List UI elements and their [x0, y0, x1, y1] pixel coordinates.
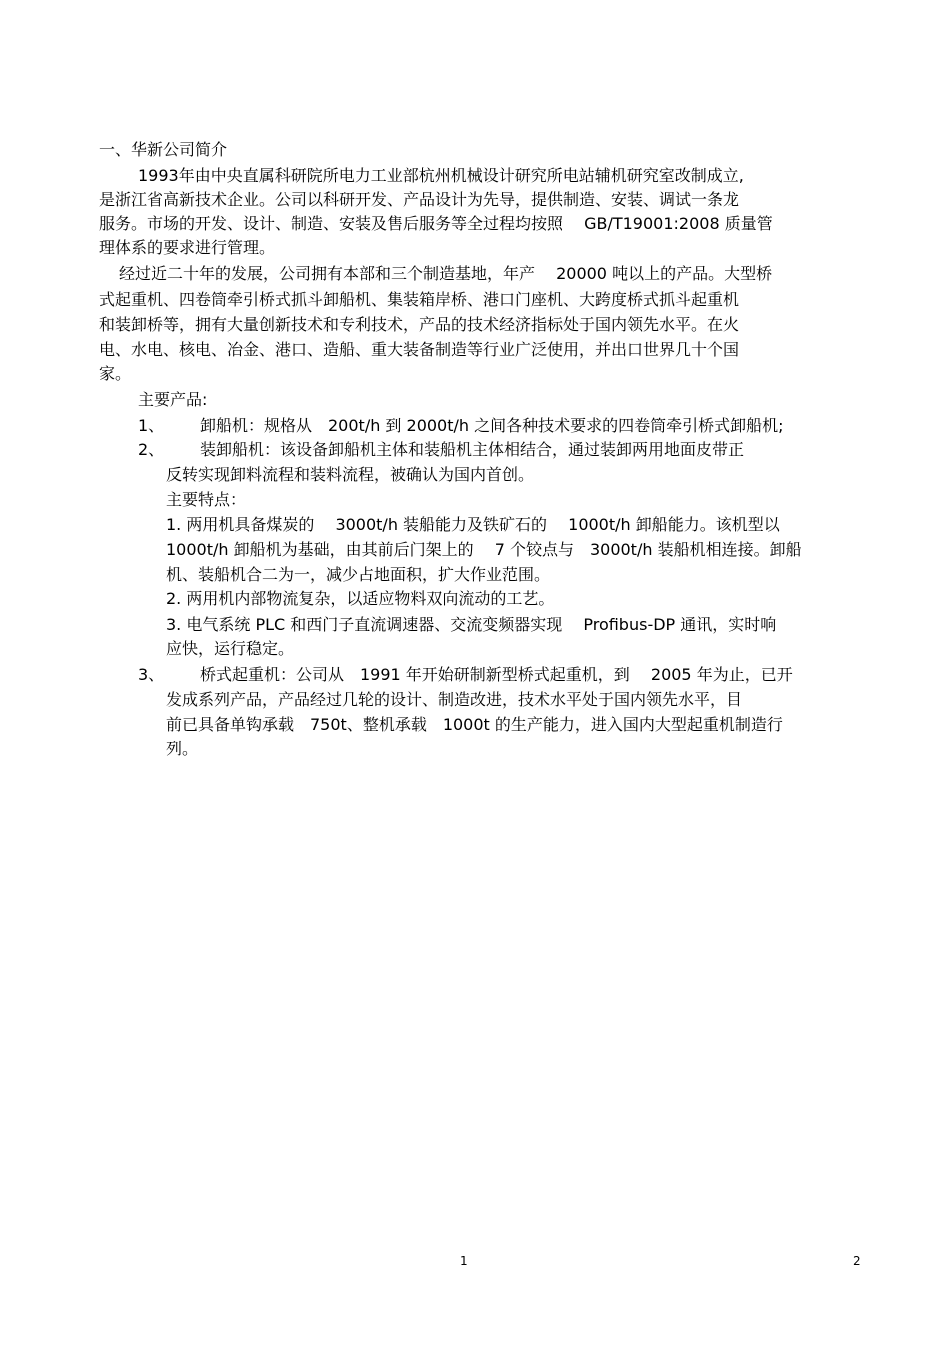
product-number: 2、 [138, 440, 165, 459]
section-heading: 一、华新公司简介 [99, 140, 228, 159]
products-heading: 主要产品: [138, 390, 208, 409]
product-line: 反转实现卸料流程和装料流程，被确认为国内首创。 [166, 465, 535, 484]
intro-line: 理体系的要求进行管理。 [99, 238, 276, 257]
page-total: 2 [853, 1254, 861, 1268]
product-line: 卸船机：规格从 200t/h 到 2000t/h 之间各种技术要求的四卷筒牵引桥式卸船机; [200, 416, 784, 435]
product-line: 桥式起重机：公司从 1991 年开始研制新型桥式起重机，到 2005 年为止，已开 [200, 665, 793, 684]
feature-line: 应快，运行稳定。 [166, 639, 295, 658]
feature-line: 1000t/h 卸船机为基础，由其前后门架上的 7 个铰点与 3000t/h 装船机相连接。卸船 [166, 540, 802, 559]
product-number: 3、 [138, 665, 165, 684]
intro-line: 服务。市场的开发、设计、制造、安装及售后服务等全过程均按照 GB/T19001:2008 质量管 [99, 214, 773, 233]
product-line: 装卸船机：该设备卸船机主体和装船机主体相结合，通过装卸两用地面皮带正 [200, 440, 745, 459]
product-number: 1、 [138, 416, 165, 435]
feature-line: 2. 两用机内部物流复杂，以适应物料双向流动的工艺。 [166, 589, 555, 608]
page-number: 1 [460, 1254, 468, 1268]
product-line: 前已具备单钩承载 750t、整机承载 1000t 的生产能力，进入国内大型起重机制造行 [166, 715, 783, 734]
development-line: 电、水电、核电、冶金、港口、造船、重大装备制造等行业广泛使用，并出口世界几十个国 [99, 340, 740, 359]
development-line: 经过近二十年的发展，公司拥有本部和三个制造基地，年产 20000 吨以上的产品。大型桥 [119, 264, 773, 283]
features-heading: 主要特点： [166, 490, 247, 509]
development-line: 家。 [99, 364, 132, 383]
feature-line: 机、装船机合二为一，减少占地面积，扩大作业范围。 [166, 565, 551, 584]
development-line: 式起重机、四卷筒牵引桥式抓斗卸船机、集装箱岸桥、港口门座机、大跨度桥式抓斗起重机 [99, 290, 740, 309]
feature-line: 1. 两用机具备煤炭的 3000t/h 装船能力及铁矿石的 1000t/h 卸船能力。该机型以 [166, 515, 780, 534]
development-line: 和装卸桥等，拥有大量创新技术和专利技术，产品的技术经济指标处于国内领先水平。在火 [99, 315, 740, 334]
intro-line: 1993年由中央直属科研院所电力工业部杭州机械设计研究所电站辅机研究室改制成立, [138, 166, 744, 185]
product-line: 发成系列产品，产品经过几轮的设计、制造改进，技术水平处于国内领先水平，目 [166, 690, 743, 709]
intro-line: 是浙江省高新技术企业。公司以科研开发、产品设计为先导，提供制造、安装、调试一条龙 [99, 190, 740, 209]
product-line: 列。 [166, 739, 199, 758]
feature-line: 3. 电气系统 PLC 和西门子直流调速器、交流变频器实现 Profibus-DP 通讯，实时响 [166, 615, 777, 634]
